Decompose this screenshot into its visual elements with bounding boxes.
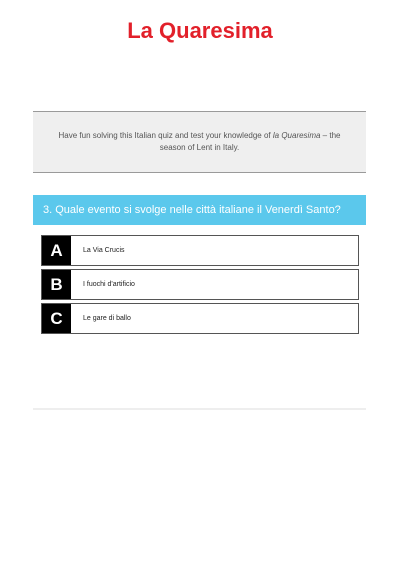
intro-text bbox=[47, 130, 352, 154]
answer-option-b[interactable] bbox=[41, 269, 359, 300]
answer-letter-c: C bbox=[42, 304, 71, 333]
bottom-divider bbox=[33, 408, 366, 410]
answer-list bbox=[41, 235, 359, 337]
answer-letter-a: A bbox=[42, 236, 71, 265]
answer-letter-b: B bbox=[42, 270, 71, 299]
answer-text-c: Le gare di ballo bbox=[83, 315, 131, 322]
intro-box bbox=[33, 111, 366, 173]
question-text: 3. Quale evento si svolge nelle città italiane il Venerdì Santo? bbox=[43, 204, 341, 216]
answer-text-b: I fuochi d'artificio bbox=[83, 281, 135, 288]
answer-text-a: La Via Crucis bbox=[83, 247, 125, 254]
page-title: La Quaresima bbox=[127, 18, 273, 43]
intro-text-emphasis: la Quaresima bbox=[272, 131, 321, 140]
answer-option-a[interactable] bbox=[41, 235, 359, 266]
question-bar bbox=[33, 195, 366, 225]
answer-option-c[interactable] bbox=[41, 303, 359, 334]
intro-text-after: – the season of Lent in Italy. bbox=[159, 131, 341, 152]
intro-text-before: Have fun solving this Italian quiz and test your knowledge of bbox=[58, 131, 273, 140]
